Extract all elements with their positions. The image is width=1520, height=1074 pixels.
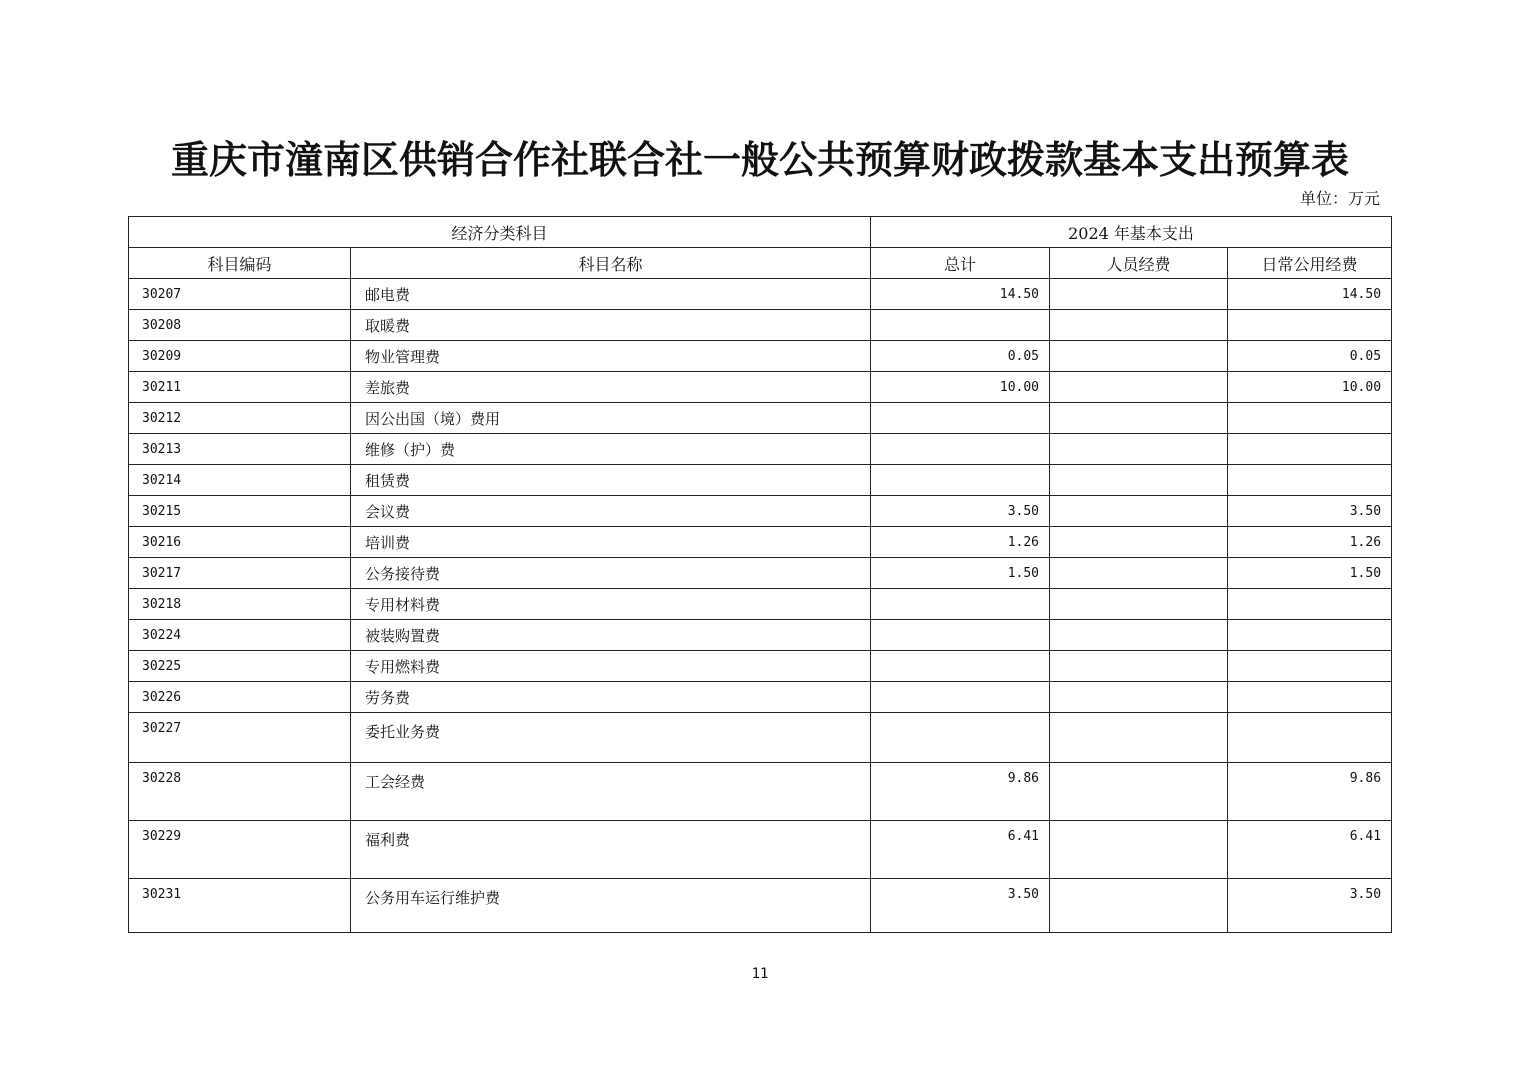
table-row [129, 496, 1392, 527]
cell-name: 物业管理费 [351, 341, 871, 372]
cell-public: 3.50 [1228, 496, 1392, 527]
unit-label: 单位：万元 [1299, 189, 1380, 208]
cell-personnel [1050, 527, 1228, 558]
cell-total: 14.50 [871, 279, 1050, 310]
cell-total: 1.50 [871, 558, 1050, 589]
cell-name: 租赁费 [351, 465, 871, 496]
cell-personnel [1050, 620, 1228, 651]
cell-code: 30207 [129, 279, 351, 310]
cell-code: 30228 [129, 763, 351, 821]
header-group-row [129, 217, 1392, 248]
cell-personnel [1050, 879, 1228, 933]
cell-public: 3.50 [1228, 879, 1392, 933]
cell-public [1228, 651, 1392, 682]
cell-public [1228, 682, 1392, 713]
cell-personnel [1050, 341, 1228, 372]
cell-personnel [1050, 310, 1228, 341]
cell-total [871, 713, 1050, 763]
cell-public: 0.05 [1228, 341, 1392, 372]
cell-public [1228, 465, 1392, 496]
cell-personnel [1050, 763, 1228, 821]
cell-total: 9.86 [871, 763, 1050, 821]
cell-total: 3.50 [871, 496, 1050, 527]
table-row [129, 403, 1392, 434]
cell-name: 因公出国（境）费用 [351, 403, 871, 434]
cell-public [1228, 434, 1392, 465]
header-total: 总计 [871, 248, 1050, 279]
table-row [129, 589, 1392, 620]
cell-personnel [1050, 465, 1228, 496]
table-row [129, 434, 1392, 465]
cell-code: 30214 [129, 465, 351, 496]
table-row [129, 279, 1392, 310]
cell-total [871, 403, 1050, 434]
cell-total [871, 310, 1050, 341]
page-title: 重庆市潼南区供销合作社联合社一般公共预算财政拨款基本支出预算表 [170, 137, 1349, 182]
cell-public: 6.41 [1228, 821, 1392, 879]
table-row [129, 651, 1392, 682]
cell-name: 福利费 [351, 821, 871, 879]
cell-total [871, 465, 1050, 496]
cell-public: 1.50 [1228, 558, 1392, 589]
budget-table [128, 216, 1392, 933]
page-number: 11 [751, 966, 769, 982]
cell-public [1228, 589, 1392, 620]
cell-public [1228, 620, 1392, 651]
cell-personnel [1050, 682, 1228, 713]
cell-total: 0.05 [871, 341, 1050, 372]
cell-name: 培训费 [351, 527, 871, 558]
cell-public: 10.00 [1228, 372, 1392, 403]
cell-code: 30226 [129, 682, 351, 713]
table-row [129, 763, 1392, 821]
cell-code: 30225 [129, 651, 351, 682]
cell-code: 30231 [129, 879, 351, 933]
cell-public [1228, 713, 1392, 763]
cell-name: 维修（护）费 [351, 434, 871, 465]
cell-total [871, 682, 1050, 713]
table-row [129, 713, 1392, 763]
cell-code: 30212 [129, 403, 351, 434]
cell-public: 14.50 [1228, 279, 1392, 310]
cell-code: 30209 [129, 341, 351, 372]
cell-name: 劳务费 [351, 682, 871, 713]
table-row [129, 682, 1392, 713]
cell-personnel [1050, 651, 1228, 682]
cell-personnel [1050, 496, 1228, 527]
cell-code: 30217 [129, 558, 351, 589]
cell-personnel [1050, 713, 1228, 763]
table-row [129, 527, 1392, 558]
header-subject-code: 科目编码 [129, 248, 351, 279]
cell-code: 30215 [129, 496, 351, 527]
header-personnel-expense: 人员经费 [1050, 248, 1228, 279]
cell-personnel [1050, 589, 1228, 620]
table-row [129, 558, 1392, 589]
cell-name: 差旅费 [351, 372, 871, 403]
cell-personnel [1050, 558, 1228, 589]
cell-total [871, 434, 1050, 465]
table-row [129, 372, 1392, 403]
table-row [129, 620, 1392, 651]
cell-public: 1.26 [1228, 527, 1392, 558]
cell-code: 30208 [129, 310, 351, 341]
cell-code: 30218 [129, 589, 351, 620]
header-public-expense: 日常公用经费 [1228, 248, 1392, 279]
cell-personnel [1050, 279, 1228, 310]
cell-code: 30229 [129, 821, 351, 879]
cell-name: 公务接待费 [351, 558, 871, 589]
cell-code: 30211 [129, 372, 351, 403]
cell-total [871, 651, 1050, 682]
table-row [129, 879, 1392, 933]
cell-total: 6.41 [871, 821, 1050, 879]
cell-name: 委托业务费 [351, 713, 871, 763]
cell-code: 30224 [129, 620, 351, 651]
cell-total [871, 620, 1050, 651]
cell-total: 10.00 [871, 372, 1050, 403]
header-column-row [129, 248, 1392, 279]
cell-public [1228, 403, 1392, 434]
cell-name: 工会经费 [351, 763, 871, 821]
table-row [129, 341, 1392, 372]
cell-personnel [1050, 403, 1228, 434]
cell-name: 被装购置费 [351, 620, 871, 651]
cell-code: 30227 [129, 713, 351, 763]
table-row [129, 821, 1392, 879]
cell-name: 专用材料费 [351, 589, 871, 620]
cell-name: 专用燃料费 [351, 651, 871, 682]
cell-name: 公务用车运行维护费 [351, 879, 871, 933]
cell-total [871, 589, 1050, 620]
cell-total: 3.50 [871, 879, 1050, 933]
header-economic-classification: 经济分类科目 [129, 217, 871, 248]
cell-personnel [1050, 821, 1228, 879]
cell-total: 1.26 [871, 527, 1050, 558]
header-subject-name: 科目名称 [351, 248, 871, 279]
header-basic-expenditure: 2024 年基本支出 [871, 217, 1392, 248]
cell-public [1228, 310, 1392, 341]
cell-name: 会议费 [351, 496, 871, 527]
cell-personnel [1050, 372, 1228, 403]
cell-name: 邮电费 [351, 279, 871, 310]
cell-name: 取暖费 [351, 310, 871, 341]
cell-public: 9.86 [1228, 763, 1392, 821]
cell-code: 30213 [129, 434, 351, 465]
cell-code: 30216 [129, 527, 351, 558]
table-row [129, 465, 1392, 496]
table-row [129, 310, 1392, 341]
cell-personnel [1050, 434, 1228, 465]
